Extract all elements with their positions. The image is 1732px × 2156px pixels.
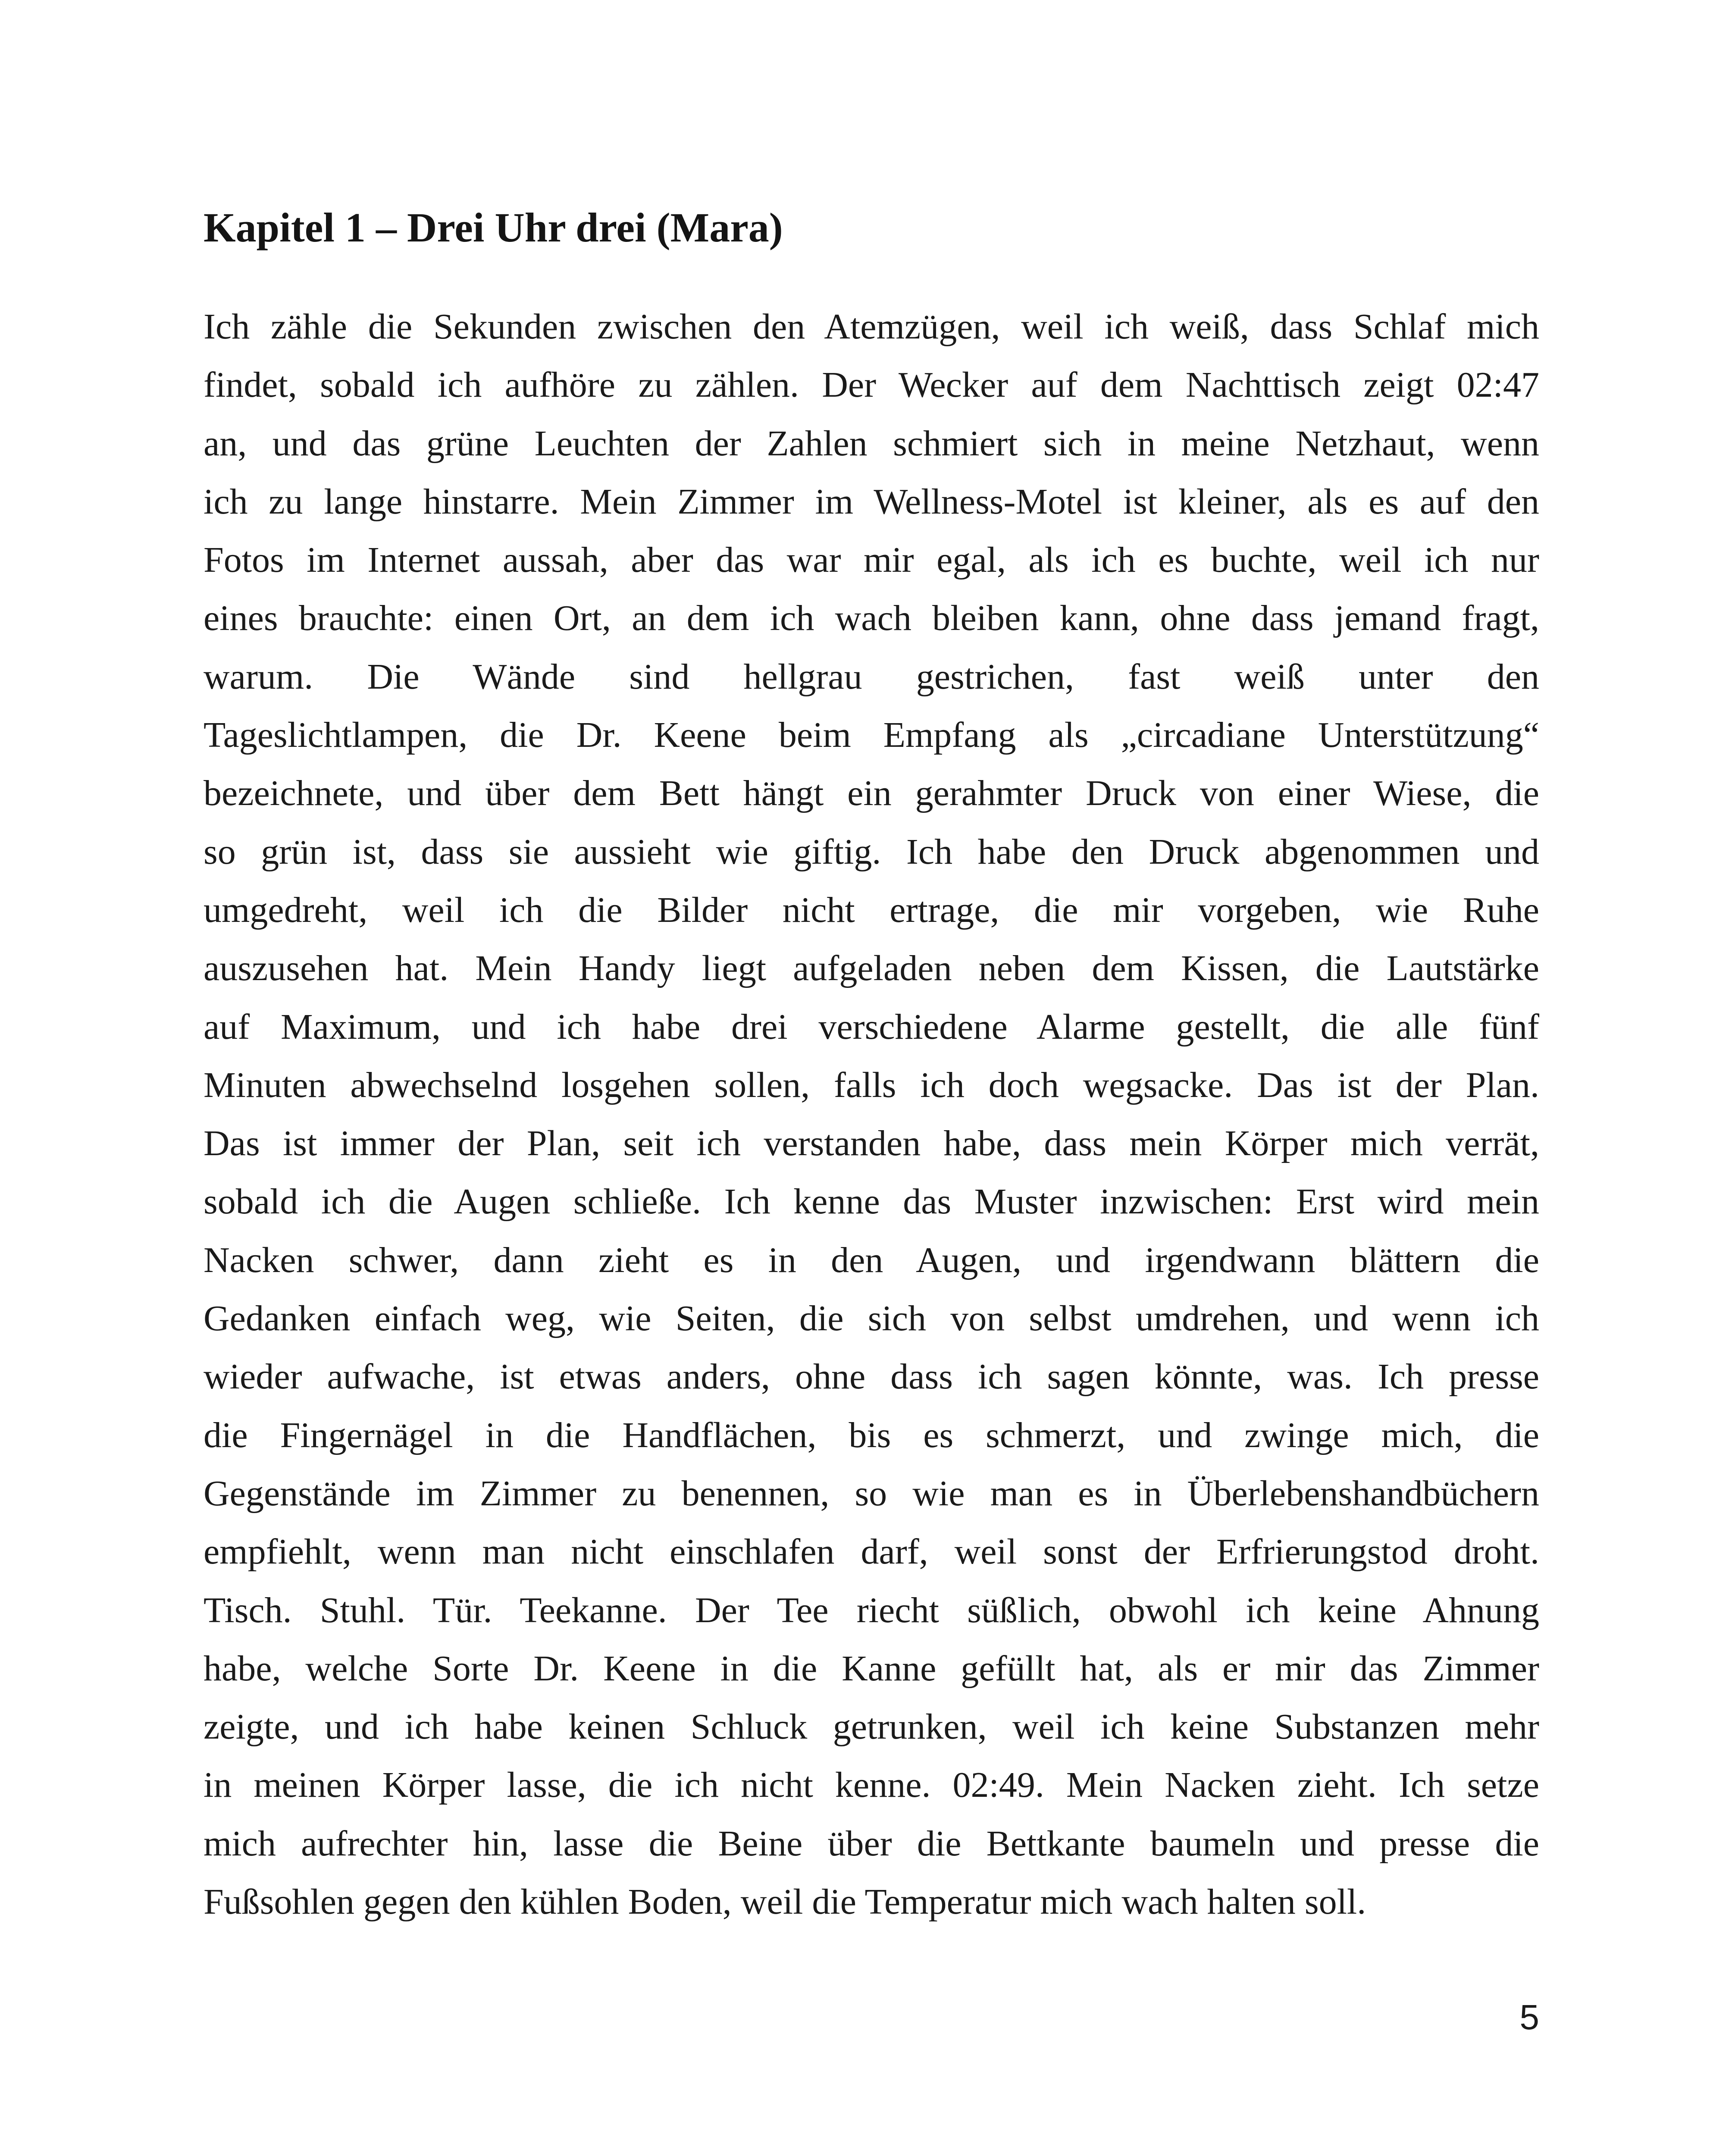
paragraph-line: auszusehen hat. Mein Handy liegt aufgeladen neben dem Kissen, die Lautstärke [204,948,1539,989]
paragraph-line: an, und das grüne Leuchten der Zahlen schmiert sich in meine Netzhaut, wenn [204,423,1539,464]
paragraph-line: habe, welche Sorte Dr. Keene in die Kanne gefüllt hat, als er mir das Zimmer [204,1648,1539,1689]
paragraph-line: Das ist immer der Plan, seit ich verstanden habe, dass mein Körper mich verrät, [204,1123,1539,1164]
paragraph-line: Tisch. Stuhl. Tür. Teekanne. Der Tee riecht süßlich, obwohl ich keine Ahnung [204,1590,1539,1630]
paragraph-line: auf Maximum, und ich habe drei verschiedene Alarme gestellt, die alle fünf [204,1006,1539,1047]
chapter-body-paragraph [204,298,1539,1931]
paragraph-line: findet, sobald ich aufhöre zu zählen. Der Wecker auf dem Nachttisch zeigt 02:47 [204,365,1539,405]
paragraph-line: die Fingernägel in die Handflächen, bis es schmerzt, und zwinge mich, die [204,1415,1539,1455]
paragraph-line: umgedreht, weil ich die Bilder nicht ertrage, die mir vorgeben, wie Ruhe [204,890,1539,930]
paragraph-line: eines brauchte: einen Ort, an dem ich wach bleiben kann, ohne dass jemand fragt, [204,598,1539,639]
paragraph-line: Tageslichtlampen, die Dr. Keene beim Empfang als „circadiane Unterstützung“ [204,715,1539,755]
paragraph-line: Ich zähle die Sekunden zwischen den Atemzügen, weil ich weiß, dass Schlaf mich [204,307,1539,347]
paragraph-line: Fußsohlen gegen den kühlen Boden, weil die Temperatur mich wach halten soll. [204,1882,1366,1922]
paragraph-line: warum. Die Wände sind hellgrau gestrichen, fast weiß unter den [204,656,1539,697]
paragraph-line: empfiehlt, wenn man nicht einschlafen darf, weil sonst der Erfrierungstod droht. [204,1532,1539,1572]
paragraph-line: Minuten abwechselnd losgehen sollen, falls ich doch wegsacke. Das ist der Plan. [204,1065,1539,1105]
paragraph-line: mich aufrechter hin, lasse die Beine über die Bettkante baumeln und presse die [204,1823,1539,1864]
chapter-title: Kapitel 1 – Drei Uhr drei (Mara) [204,204,783,251]
paragraph-line: Gedanken einfach weg, wie Seiten, die sich von selbst umdrehen, und wenn ich [204,1298,1539,1339]
paragraph-line: so grün ist, dass sie aussieht wie giftig. Ich habe den Druck abgenommen und [204,831,1539,872]
paragraph-line: Gegenstände im Zimmer zu benennen, so wie man es in Überlebenshandbüchern [204,1473,1539,1514]
paragraph-line: Fotos im Internet aussah, aber das war mir egal, als ich es buchte, weil ich nur [204,540,1539,580]
paragraph-line: bezeichnete, und über dem Bett hängt ein gerahmter Druck von einer Wiese, die [204,773,1539,814]
paragraph-line: sobald ich die Augen schließe. Ich kenne das Muster inzwischen: Erst wird mein [204,1181,1539,1222]
paragraph-line: in meinen Körper lasse, die ich nicht kenne. 02:49. Mein Nacken zieht. Ich setze [204,1765,1539,1805]
paragraph-line: wieder aufwache, ist etwas anders, ohne dass ich sagen könnte, was. Ich presse [204,1357,1539,1397]
page-number: 5 [1519,1998,1539,2037]
paragraph-line: zeigte, und ich habe keinen Schluck getrunken, weil ich keine Substanzen mehr [204,1707,1539,1747]
paragraph-line: Nacken schwer, dann zieht es in den Augen, und irgendwann blättern die [204,1240,1539,1280]
paragraph-line: ich zu lange hinstarre. Mein Zimmer im Wellness-Motel ist kleiner, als es auf den [204,481,1539,522]
